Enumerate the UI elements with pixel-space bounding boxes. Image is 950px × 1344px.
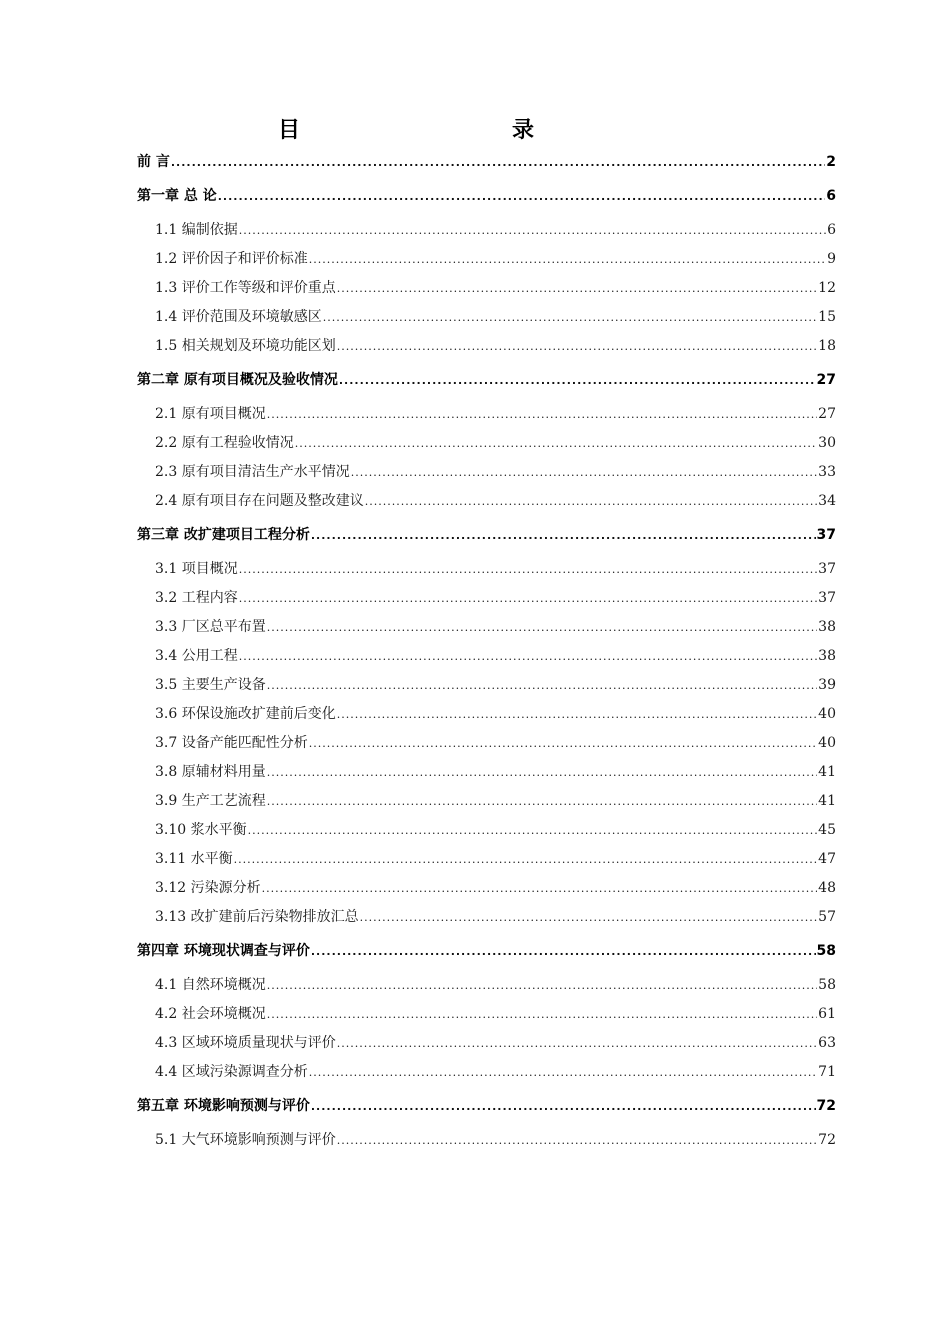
toc-entry-page-number: 37 xyxy=(818,590,836,606)
toc-entry-page-number: 47 xyxy=(818,851,836,867)
toc-entry-label: 5.1 大气环境影响预测与评价 xyxy=(155,1132,336,1148)
dot-leader xyxy=(311,937,816,966)
toc-section-entry[interactable] xyxy=(137,613,836,642)
toc-entry-label: 2.2 原有工程验收情况 xyxy=(155,435,294,451)
toc-section-entry[interactable] xyxy=(137,874,836,903)
dot-leader xyxy=(311,521,816,550)
toc-entry-page-number: 38 xyxy=(818,648,836,664)
dot-leader xyxy=(337,1126,817,1155)
toc-title: 目 录 xyxy=(277,118,590,143)
dot-leader xyxy=(267,671,817,700)
toc-section-entry[interactable] xyxy=(137,729,836,758)
toc-entry-label: 前 言 xyxy=(137,154,170,170)
toc-section-entry[interactable] xyxy=(137,584,836,613)
toc-entry-page-number: 38 xyxy=(818,619,836,635)
toc-entry-label: 3.7 设备产能匹配性分析 xyxy=(155,735,308,751)
toc-section-entry[interactable] xyxy=(137,303,836,332)
toc-entry-page-number: 27 xyxy=(818,406,836,422)
dot-leader xyxy=(171,148,825,177)
toc-entry-page-number: 41 xyxy=(818,764,836,780)
toc-entry-page-number: 61 xyxy=(818,1006,836,1022)
dot-leader xyxy=(360,903,818,932)
toc-section-entry[interactable] xyxy=(137,845,836,874)
toc-section-entry[interactable] xyxy=(137,671,836,700)
dot-leader xyxy=(248,816,818,845)
toc-section-entry[interactable] xyxy=(137,487,836,516)
toc-section-entry[interactable] xyxy=(137,400,836,429)
toc-list xyxy=(137,148,836,1155)
toc-entry-label: 4.4 区域污染源调查分析 xyxy=(155,1064,308,1080)
toc-entry-label: 3.12 污染源分析 xyxy=(155,880,261,896)
toc-entry-label: 2.1 原有项目概况 xyxy=(155,406,266,422)
toc-entry-label: 3.10 浆水平衡 xyxy=(155,822,247,838)
toc-entry-page-number: 72 xyxy=(816,1098,836,1114)
toc-chapter-entry[interactable] xyxy=(137,1092,836,1121)
toc-entry-page-number: 57 xyxy=(818,909,836,925)
toc-entry-page-number: 15 xyxy=(818,309,836,325)
toc-entry-page-number: 40 xyxy=(818,706,836,722)
dot-leader xyxy=(267,758,817,787)
toc-entry-page-number: 37 xyxy=(818,561,836,577)
dot-leader xyxy=(309,729,817,758)
dot-leader xyxy=(311,1092,816,1121)
toc-chapter-entry[interactable] xyxy=(137,937,836,966)
toc-section-entry[interactable] xyxy=(137,971,836,1000)
toc-section-entry[interactable] xyxy=(137,429,836,458)
toc-entry-page-number: 58 xyxy=(816,943,836,959)
toc-entry-page-number: 39 xyxy=(818,677,836,693)
dot-leader xyxy=(267,971,817,1000)
toc-entry-label: 3.9 生产工艺流程 xyxy=(155,793,266,809)
toc-section-entry[interactable] xyxy=(137,700,836,729)
toc-entry-page-number: 9 xyxy=(827,251,836,267)
dot-leader xyxy=(339,366,816,395)
toc-entry-label: 第二章 原有项目概况及验收情况 xyxy=(137,372,338,388)
toc-entry-label: 3.5 主要生产设备 xyxy=(155,677,266,693)
toc-section-entry[interactable] xyxy=(137,787,836,816)
dot-leader xyxy=(234,845,818,874)
toc-section-entry[interactable] xyxy=(137,555,836,584)
toc-entry-label: 1.2 评价因子和评价标准 xyxy=(155,251,308,267)
toc-entry-label: 4.1 自然环境概况 xyxy=(155,977,266,993)
toc-entry-label: 1.4 评价范围及环境敏感区 xyxy=(155,309,322,325)
dot-leader xyxy=(239,555,817,584)
toc-entry-label: 4.2 社会环境概况 xyxy=(155,1006,266,1022)
toc-entry-label: 1.1 编制依据 xyxy=(155,222,238,238)
toc-entry-label: 第一章 总 论 xyxy=(137,188,217,204)
toc-entry-page-number: 27 xyxy=(816,372,836,388)
dot-leader xyxy=(337,274,817,303)
dot-leader xyxy=(239,642,817,671)
toc-section-entry[interactable] xyxy=(137,1029,836,1058)
toc-section-entry[interactable] xyxy=(137,1058,836,1087)
toc-entry-page-number: 63 xyxy=(818,1035,836,1051)
toc-entry-label: 2.4 原有项目存在问题及整改建议 xyxy=(155,493,364,509)
toc-entry-page-number: 45 xyxy=(818,822,836,838)
toc-entry-page-number: 18 xyxy=(818,338,836,354)
toc-entry-label: 3.4 公用工程 xyxy=(155,648,238,664)
toc-chapter-entry[interactable] xyxy=(137,148,836,177)
toc-entry-page-number: 6 xyxy=(826,188,836,204)
dot-leader xyxy=(218,182,826,211)
dot-leader xyxy=(309,1058,817,1087)
dot-leader xyxy=(267,787,817,816)
toc-entry-label: 3.3 厂区总平布置 xyxy=(155,619,266,635)
dot-leader xyxy=(337,332,817,361)
dot-leader xyxy=(323,303,817,332)
toc-section-entry[interactable] xyxy=(137,458,836,487)
dot-leader xyxy=(267,1000,817,1029)
toc-entry-label: 1.5 相关规划及环境功能区划 xyxy=(155,338,336,354)
dot-leader xyxy=(267,400,817,429)
dot-leader xyxy=(295,429,817,458)
dot-leader xyxy=(351,458,817,487)
toc-entry-page-number: 30 xyxy=(818,435,836,451)
toc-entry-page-number: 34 xyxy=(818,493,836,509)
toc-section-entry[interactable] xyxy=(137,245,836,274)
toc-section-entry[interactable] xyxy=(137,903,836,932)
toc-entry-label: 第三章 改扩建项目工程分析 xyxy=(137,527,310,543)
toc-chapter-entry[interactable] xyxy=(137,366,836,395)
dot-leader xyxy=(239,216,826,245)
toc-section-entry[interactable] xyxy=(137,1000,836,1029)
toc-entry-page-number: 37 xyxy=(816,527,836,543)
toc-entry-label: 3.13 改扩建前后污染物排放汇总 xyxy=(155,909,359,925)
toc-entry-page-number: 41 xyxy=(818,793,836,809)
toc-entry-page-number: 58 xyxy=(818,977,836,993)
toc-entry-page-number: 6 xyxy=(827,222,836,238)
toc-entry-page-number: 72 xyxy=(818,1132,836,1148)
toc-chapter-entry[interactable] xyxy=(137,521,836,550)
toc-entry-label: 3.11 水平衡 xyxy=(155,851,233,867)
toc-entry-label: 3.2 工程内容 xyxy=(155,590,238,606)
toc-entry-label: 第四章 环境现状调查与评价 xyxy=(137,943,310,959)
toc-entry-label: 3.8 原辅材料用量 xyxy=(155,764,266,780)
toc-entry-page-number: 12 xyxy=(818,280,836,296)
toc-entry-page-number: 2 xyxy=(826,154,836,170)
toc-section-entry[interactable] xyxy=(137,274,836,303)
toc-section-entry[interactable] xyxy=(137,332,836,361)
toc-entry-label: 2.3 原有项目清洁生产水平情况 xyxy=(155,464,350,480)
toc-entry-label: 1.3 评价工作等级和评价重点 xyxy=(155,280,336,296)
toc-entry-label: 第五章 环境影响预测与评价 xyxy=(137,1098,310,1114)
toc-entry-page-number: 48 xyxy=(818,880,836,896)
dot-leader xyxy=(267,613,817,642)
toc-entry-page-number: 40 xyxy=(818,735,836,751)
toc-section-entry[interactable] xyxy=(137,758,836,787)
toc-entry-label: 3.1 项目概况 xyxy=(155,561,238,577)
dot-leader xyxy=(365,487,817,516)
toc-entry-page-number: 33 xyxy=(818,464,836,480)
toc-section-entry[interactable] xyxy=(137,216,836,245)
dot-leader xyxy=(262,874,818,903)
toc-section-entry[interactable] xyxy=(137,816,836,845)
toc-section-entry[interactable] xyxy=(137,1126,836,1155)
toc-entry-label: 4.3 区域环境质量现状与评价 xyxy=(155,1035,336,1051)
toc-chapter-entry[interactable] xyxy=(137,182,836,211)
dot-leader xyxy=(337,700,817,729)
dot-leader xyxy=(337,1029,817,1058)
dot-leader xyxy=(239,584,817,613)
toc-entry-label: 3.6 环保设施改扩建前后变化 xyxy=(155,706,336,722)
dot-leader xyxy=(309,245,826,274)
toc-section-entry[interactable] xyxy=(137,642,836,671)
toc-entry-page-number: 71 xyxy=(818,1064,836,1080)
